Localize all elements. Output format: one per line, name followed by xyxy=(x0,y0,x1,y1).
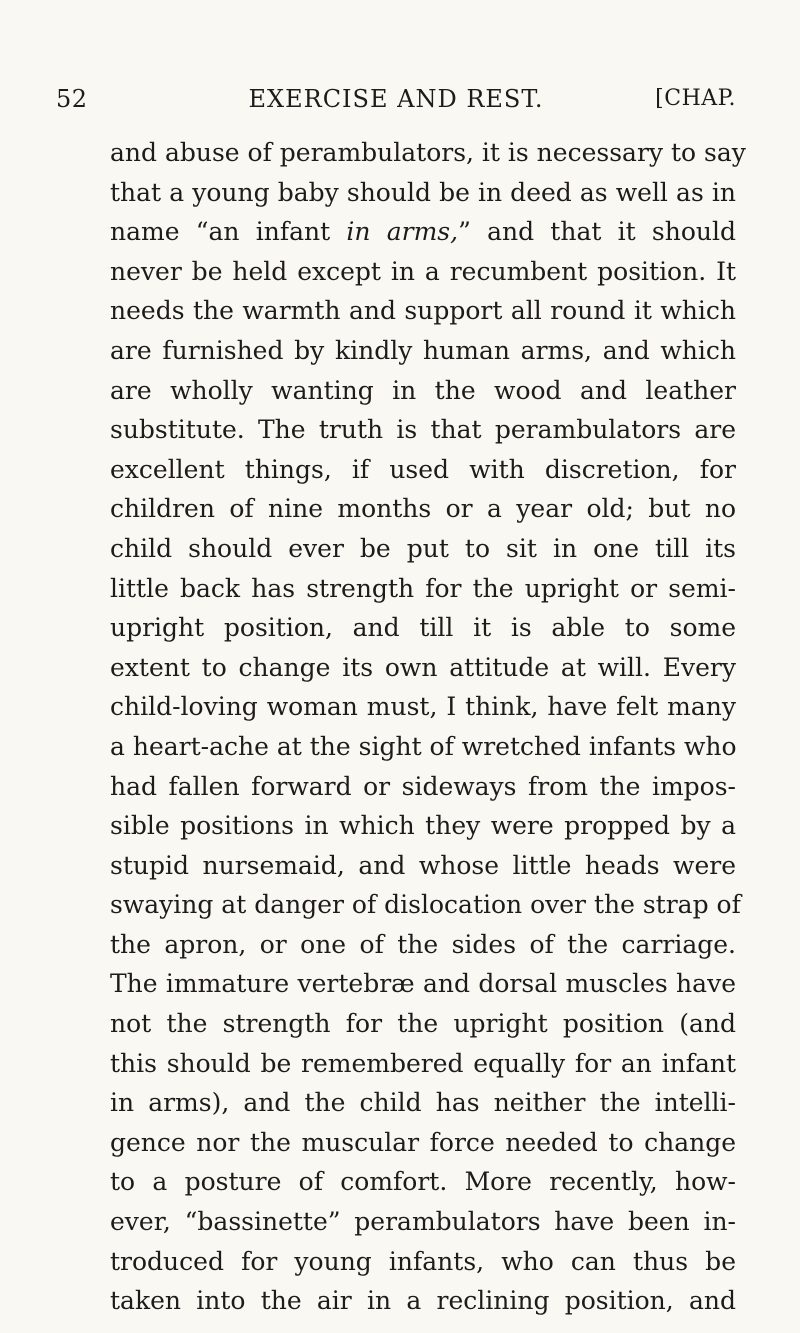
text-line-9: excellent things, if used with discretion, for xyxy=(110,454,736,484)
text-line-22: The immature vertebræ and dorsal muscles have xyxy=(110,969,736,999)
text-line-14: extent to change its own attitude at will. Every xyxy=(110,652,736,682)
text-line-28: ever, “bassinette” perambulators have been in- xyxy=(110,1207,736,1237)
text-line-6: are furnished by kindly human arms, and which xyxy=(110,335,736,365)
text-line-23: not the strength for the upright position (and xyxy=(110,1009,736,1039)
text-line-2: that a young baby should be in deed as well as in xyxy=(110,177,736,207)
text-line-29: troduced for young infants, who can thus be xyxy=(110,1246,736,1276)
text-line-1: and abuse of perambulators, it is necessary to say xyxy=(110,138,746,167)
text-line-7: are wholly wanting in the wood and leather xyxy=(110,375,736,405)
italic-phrase: in arms, xyxy=(346,217,459,247)
text-line-25: in arms), and the child has neither the intelli- xyxy=(110,1088,736,1118)
text-line-27: to a posture of comfort. More recently, how- xyxy=(110,1167,736,1197)
text-line-10: children of nine months or a year old; but no xyxy=(110,494,736,524)
text-line-21: the apron, or one of the sides of the carriage. xyxy=(110,929,736,959)
text-line-13: upright position, and till it is able to some xyxy=(110,613,736,643)
text-line-11: child should ever be put to sit in one till its xyxy=(110,533,736,563)
text-line-12: little back has strength for the upright or semi- xyxy=(110,573,736,603)
running-title: EXERCISE AND REST. xyxy=(248,85,544,113)
text-line-3: name “an infant in arms,” and that it should xyxy=(110,217,736,247)
text-line-20: swaying at danger of dislocation over the strap of xyxy=(110,890,741,920)
body-paragraph xyxy=(110,133,746,1321)
text-line-15: child-loving woman must, I think, have felt many xyxy=(110,692,736,722)
text-line-18: sible positions in which they were propped by a xyxy=(110,811,736,841)
page-number: 52 xyxy=(56,85,88,113)
text-line-17: had fallen forward or sideways from the impos- xyxy=(110,771,736,801)
text-line-5: needs the warmth and support all round it which xyxy=(110,296,736,326)
text-line-19: stupid nursemaid, and whose little heads were xyxy=(110,850,736,880)
text-line-30: taken into the air in a reclining position, and xyxy=(110,1286,736,1316)
text-line-8: substitute. The truth is that perambulators are xyxy=(110,415,736,445)
chapter-marker: [CHAP. xyxy=(655,86,736,111)
text-line-24: this should be remembered equally for an infant xyxy=(110,1048,736,1078)
text-line-4: never be held except in a recumbent position. It xyxy=(110,256,736,286)
running-head xyxy=(56,82,736,116)
text-line-26: gence nor the muscular force needed to change xyxy=(110,1127,736,1157)
text-line-16: a heart-ache at the sight of wretched infants who xyxy=(110,731,737,761)
